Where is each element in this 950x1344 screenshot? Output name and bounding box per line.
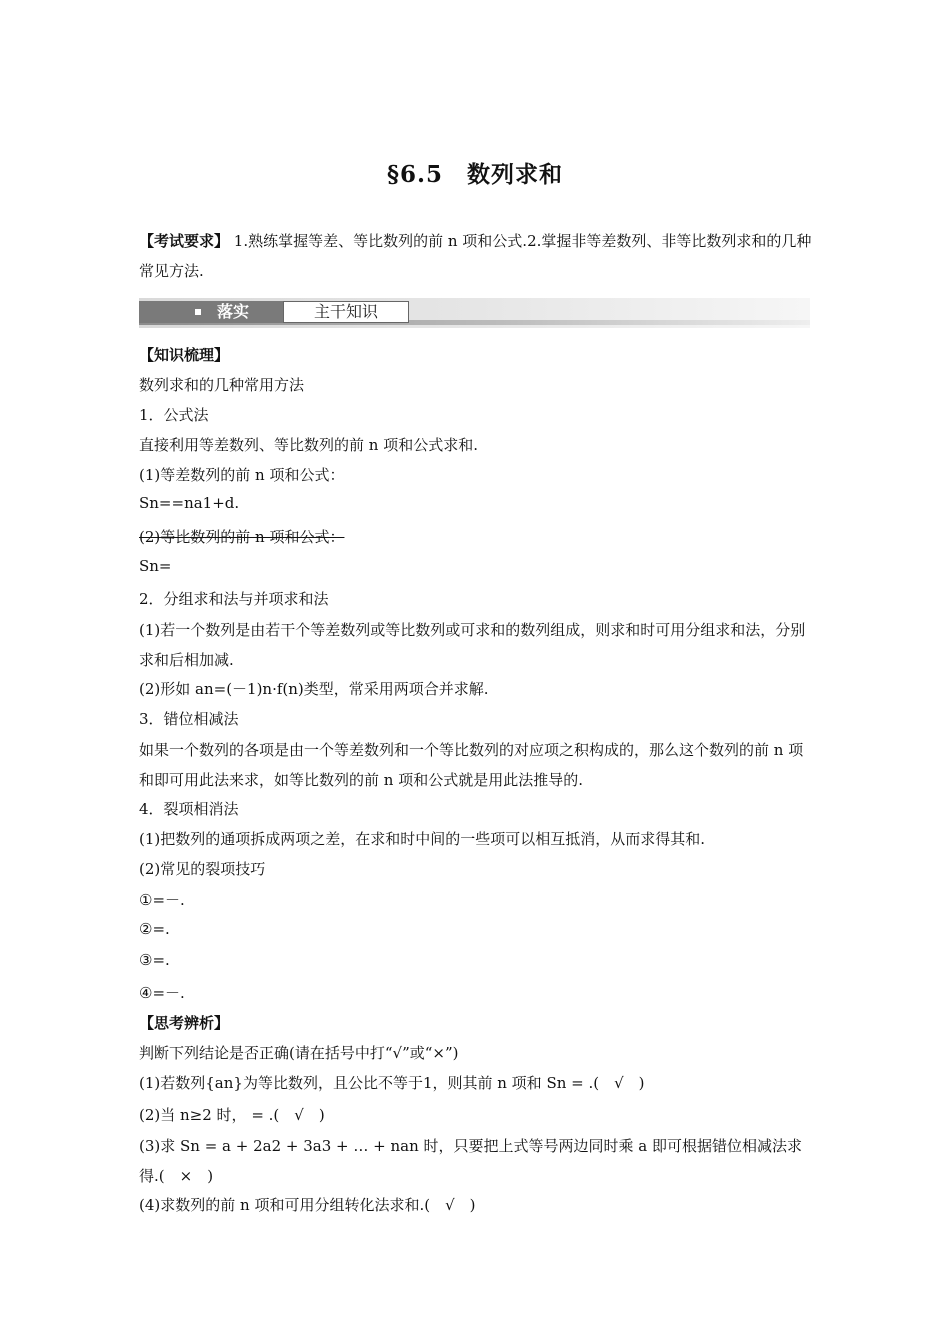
arithmetic-sum-formula: Sn==na1+d. xyxy=(139,494,240,512)
question-1: (1)若数列{an}为等比数列，且公比不等于1，则其前 n 项和 Sn = .( √ ) xyxy=(139,1074,645,1092)
requirement-text: 1.熟练掌握等差、等比数列的前 n 项和公式.2.掌握非等差数列、非等比数列求和的几种常见方法. xyxy=(139,232,812,280)
trick-1: ①=－. xyxy=(139,891,185,909)
thinking-intro: 判断下列结论是否正确(请在括号中打“√”或“×”) xyxy=(139,1044,459,1062)
requirement-label: 【考试要求】 xyxy=(139,232,230,250)
knowledge-intro: 数列求和的几种常用方法 xyxy=(139,376,305,394)
section-3-text: 如果一个数列的各项是由一个等差数列和一个等比数列的对应项之积构成的，那么这个数列的前 n 项和即可用此法来求，如等比数列的前 n 项和公式就是用此法推导的. xyxy=(139,741,804,789)
section-1-title: 1．公式法 xyxy=(139,406,209,424)
knowledge-heading: 【知识梳理】 xyxy=(139,346,230,364)
section-2-point-1: (1)若一个数列是由若干个等差数列或等比数列或可求和的数列组成，则求和时可用分组求和法，分别求和后相加减. xyxy=(139,621,806,669)
banner-left-tab xyxy=(139,301,283,323)
section-1-point-2: (2)等比数列的前 n 项和公式： xyxy=(139,528,345,546)
trick-4: ④=－. xyxy=(139,984,185,1002)
trick-2: ②=. xyxy=(139,920,170,938)
question-4: (4)求数列的前 n 项和可用分组转化法求和.( √ ) xyxy=(139,1196,476,1214)
section-2-title: 2．分组求和法与并项求和法 xyxy=(139,590,329,608)
section-1-point-1: (1)等差数列的前 n 项和公式： xyxy=(139,466,345,484)
page-title: §6.5 数列求和 xyxy=(386,161,564,188)
section-2-point-2: (2)形如 an=(－1)n·f(n)类型，常采用两项合并求解. xyxy=(139,680,489,698)
section-4-point-2: (2)常见的裂项技巧 xyxy=(139,860,266,878)
section-1-text: 直接利用等差数列、等比数列的前 n 项和公式求和. xyxy=(139,436,478,454)
question-3: (3)求 Sn = a + 2a2 + 3a3 + … + nan 时，只要把上式等号两边同时乘 a 即可根据错位相减法求得.( × ) xyxy=(139,1137,802,1185)
section-3-title: 3．错位相减法 xyxy=(139,710,239,728)
section-4-title: 4．裂项相消法 xyxy=(139,800,239,818)
thinking-heading: 【思考辨析】 xyxy=(139,1014,230,1032)
section-4-point-1: (1)把数列的通项拆成两项之差，在求和时中间的一些项可以相互抵消，从而求得其和. xyxy=(139,830,706,848)
section-banner xyxy=(139,298,810,328)
exam-requirement xyxy=(139,226,814,286)
question-2: (2)当 n≥2 时， = .( √ ) xyxy=(139,1106,325,1124)
banner-left-label: 落实 xyxy=(217,302,250,321)
banner-right-label: 主干知识 xyxy=(283,301,409,323)
trick-3: ③=. xyxy=(139,951,170,969)
square-bullet-icon xyxy=(195,309,201,315)
geometric-sum-formula: Sn= xyxy=(139,557,172,575)
